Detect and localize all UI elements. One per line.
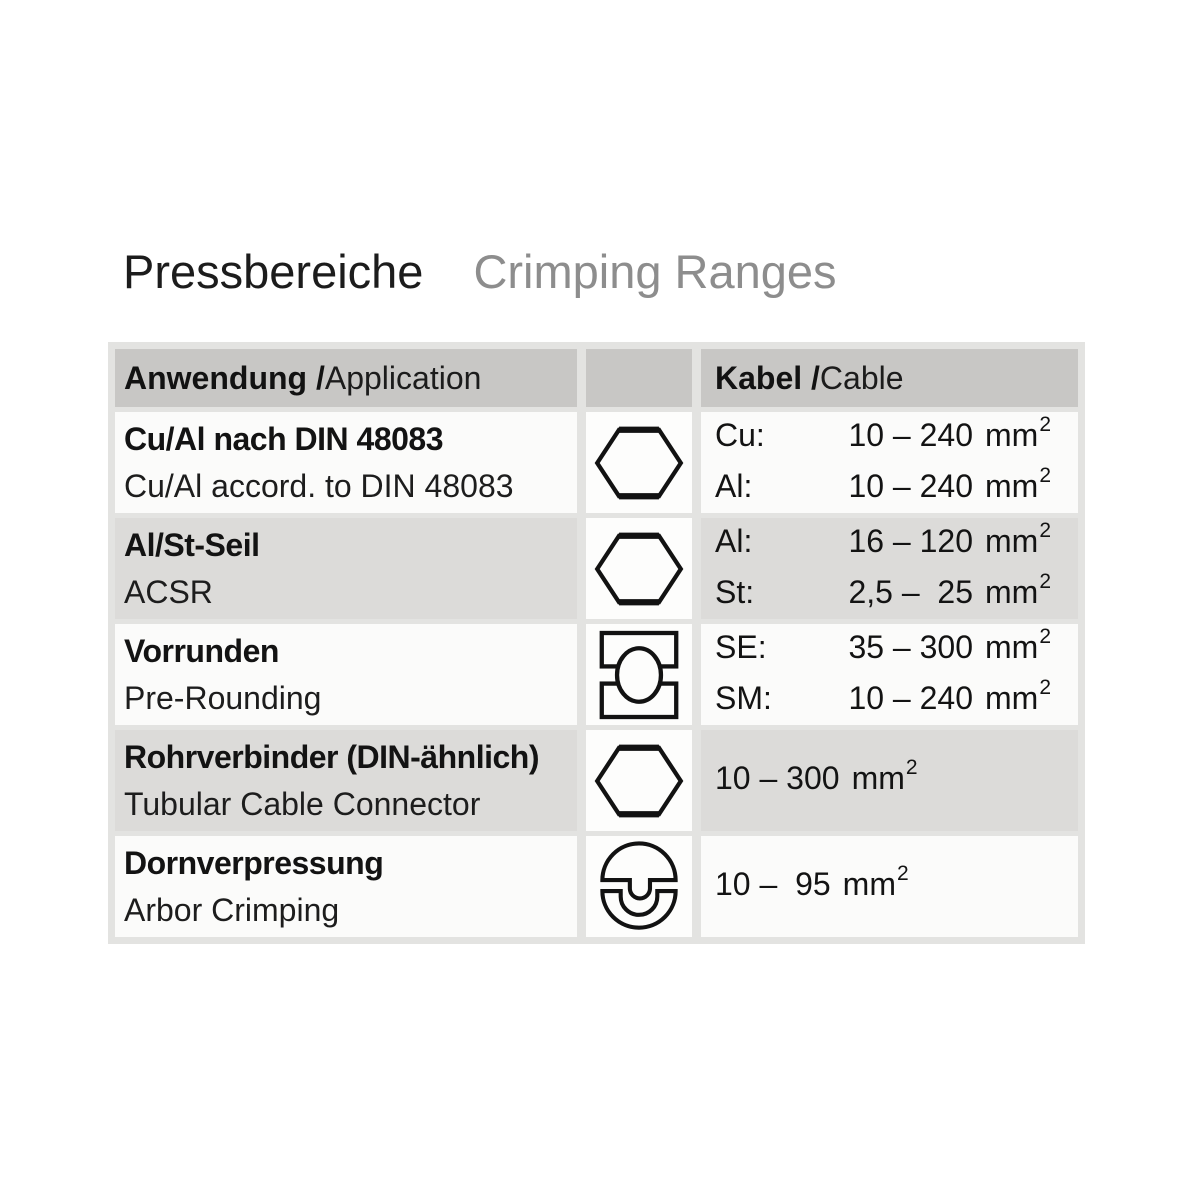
value-unit: mm: [985, 573, 1039, 610]
value-exponent: 2: [1039, 463, 1051, 487]
row-name-al-st-seil: [115, 518, 577, 619]
row-icon-cell: [586, 836, 692, 937]
value-line: [715, 861, 1078, 912]
row-values: [701, 730, 1078, 831]
row-name-en: Arbor Crimping: [124, 891, 340, 928]
row-name-de: Al/St-Seil: [124, 526, 260, 563]
value-exponent: 2: [905, 756, 918, 779]
value-unit: mm: [851, 760, 905, 796]
value-range: 35 – 300: [848, 628, 973, 665]
page-title: [123, 246, 837, 298]
row-name-de: Dornverpressung: [124, 844, 384, 881]
row-values: [701, 412, 1078, 513]
header-application-de: Anwendung /: [124, 359, 325, 396]
arbor-die-icon: [595, 838, 683, 935]
value-exponent: 2: [1039, 569, 1051, 593]
row-name-dornverpressung: [115, 836, 577, 937]
value-unit: mm: [985, 416, 1039, 453]
value-line: [715, 675, 1078, 726]
row-name-de: Rohrverbinder (DIN-ähnlich): [124, 738, 539, 775]
value-exponent: 2: [1039, 624, 1051, 648]
pre-rounding-die-icon: [597, 628, 681, 722]
row-values: [701, 836, 1078, 937]
value-exponent: 2: [1039, 675, 1051, 699]
value-range: 2,5 – 25: [848, 573, 973, 610]
row-name-vorrunden: [115, 624, 577, 725]
row-name-en: Tubular Cable Connector: [124, 785, 481, 822]
header-cable-en: Cable: [819, 359, 904, 396]
header-application-en: Application: [324, 359, 482, 396]
row-values: [701, 624, 1078, 725]
row-icon-cell: [586, 730, 692, 831]
value-unit: mm: [985, 522, 1039, 559]
value-exponent: 2: [1039, 412, 1051, 436]
header-cable: [701, 349, 1078, 407]
value-line: [715, 624, 1078, 675]
row-icon-cell: [586, 624, 692, 725]
value-label: SE:: [715, 628, 767, 665]
value-range: 10 – 95: [715, 866, 831, 902]
value-label: St:: [715, 573, 755, 610]
hexagon-die-icon: [593, 425, 685, 501]
value-exponent: 2: [896, 862, 909, 885]
row-icon-cell: [586, 412, 692, 513]
header-cable-de: Kabel /: [715, 359, 820, 396]
value-line: [715, 518, 1078, 569]
value-line: [715, 569, 1078, 620]
header-icon-column: [586, 349, 692, 407]
value-label: Al:: [715, 467, 753, 504]
value-line: [715, 755, 1078, 806]
value-label: Cu:: [715, 416, 765, 453]
value-range: 16 – 120: [848, 522, 973, 559]
value-range: 10 – 240: [848, 467, 973, 504]
crimping-ranges-table: [108, 342, 1085, 944]
row-name-de: Vorrunden: [124, 632, 279, 669]
value-unit: mm: [985, 628, 1039, 665]
page-title-de: Pressbereiche: [123, 245, 424, 298]
value-line: [715, 412, 1078, 463]
hexagon-die-icon: [593, 531, 685, 607]
value-unit: mm: [842, 866, 896, 902]
value-range: 10 – 240: [848, 679, 973, 716]
row-name-rohrverbinder: [115, 730, 577, 831]
row-name-cu-al-din: [115, 412, 577, 513]
row-name-en: Pre-Rounding: [124, 679, 322, 716]
value-label: Al:: [715, 522, 753, 559]
value-unit: mm: [985, 467, 1039, 504]
hexagon-die-icon: [593, 743, 685, 819]
value-range: 10 – 240: [848, 416, 973, 453]
row-values: [701, 518, 1078, 619]
value-label: SM:: [715, 679, 772, 716]
row-name-en: ACSR: [124, 573, 213, 610]
page-title-en: Crimping Ranges: [473, 245, 837, 298]
value-unit: mm: [985, 679, 1039, 716]
row-name-de: Cu/Al nach DIN 48083: [124, 420, 443, 457]
value-exponent: 2: [1039, 518, 1051, 542]
row-name-en: Cu/Al accord. to DIN 48083: [124, 467, 514, 504]
value-range: 10 – 300: [715, 760, 840, 796]
value-line: [715, 463, 1078, 514]
row-icon-cell: [586, 518, 692, 619]
header-application: [115, 349, 577, 407]
